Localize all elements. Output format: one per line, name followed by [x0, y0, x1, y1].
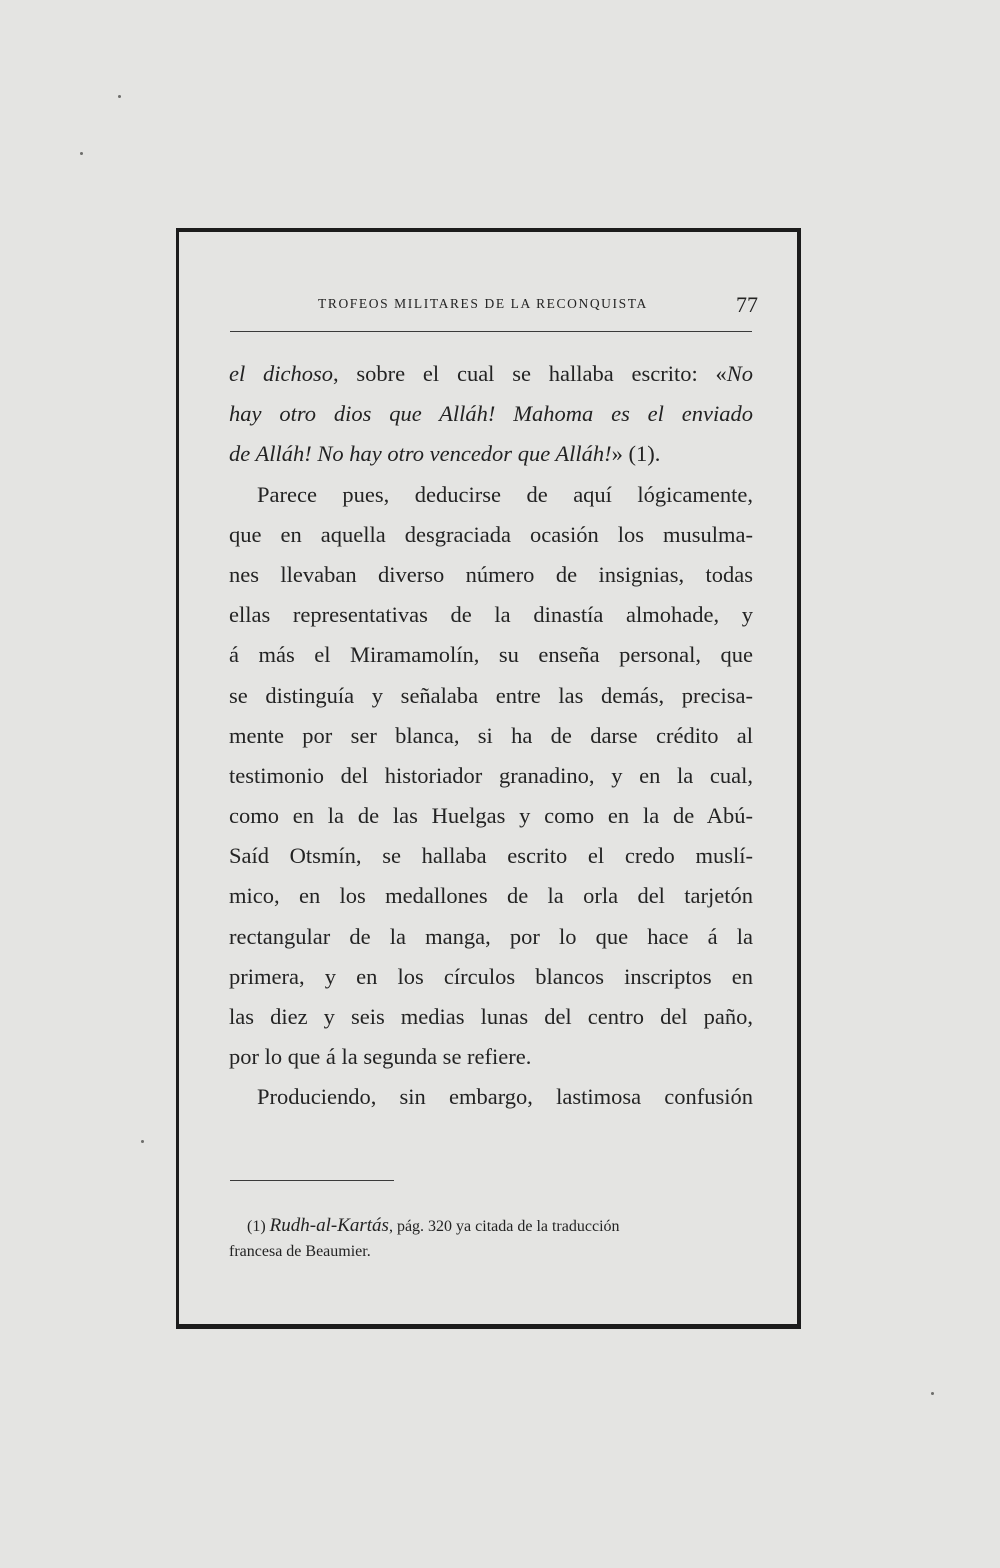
text-run: ellas representativas de la dinastía almohade, y — [229, 602, 753, 628]
text-run: » (1). — [611, 441, 661, 467]
text-line — [229, 394, 753, 434]
text-run: Saíd Otsmín, se hallaba escrito el credo muslí- — [229, 843, 753, 869]
text-run: nes llevaban diverso número de insignias, todas — [229, 561, 753, 587]
text-run: las diez y seis medias lunas del centro del paño, — [229, 1004, 753, 1029]
text-run: , pág. 320 ya citada de la traducción — [388, 1218, 620, 1235]
text-line — [229, 1213, 753, 1239]
footnote-rule — [230, 1180, 394, 1181]
text-run: , sobre el cual se hallaba escrito: « — [333, 361, 727, 386]
text-line — [229, 434, 753, 474]
text-line — [229, 756, 753, 796]
text-run: Produciendo, sin embargo, lastimosa confusión — [257, 1084, 753, 1110]
text-run: testimonio del historiador granadino, y en la cual, — [229, 762, 753, 788]
italic-text: el dichoso — [229, 361, 334, 386]
text-run: francesa de Beaumier. — [229, 1243, 371, 1260]
italic-text: Rudh-al-Kartás — [269, 1215, 389, 1236]
text-run: mente por ser blanca, si ha de darse crédito al — [229, 722, 753, 748]
text-run: (1) — [247, 1218, 270, 1235]
text-run: como en la de las Huelgas y como en la de Abú- — [229, 803, 753, 829]
text-run: Parece pues, deducirse de aquí lógicamente, — [257, 481, 753, 507]
text-line — [229, 555, 753, 595]
page-number: 77 — [736, 292, 758, 317]
text-line — [229, 676, 753, 716]
paper-speck — [141, 1140, 144, 1143]
text-line — [229, 595, 753, 635]
text-line — [229, 997, 753, 1037]
text-run: rectangular de la manga, por lo que hace á la — [229, 923, 753, 949]
text-line — [229, 876, 753, 916]
header-rule — [230, 331, 752, 332]
text-line — [229, 1239, 753, 1264]
text-run: por lo que á la segunda se refiere. — [229, 1044, 532, 1070]
text-line — [229, 917, 753, 957]
running-head — [230, 292, 758, 320]
footnote — [229, 1213, 753, 1264]
text-run: mico, en los medallones de la orla del tarjetón — [229, 883, 753, 909]
text-line — [229, 515, 753, 555]
paper-speck — [118, 95, 121, 98]
text-run: primera, y en los círculos blancos inscriptos en — [229, 963, 753, 989]
text-line — [229, 1077, 753, 1117]
paper-speck — [80, 152, 83, 155]
italic-text: hay otro dios que Alláh! Mahoma es el enviado — [229, 401, 753, 427]
text-line — [229, 836, 753, 876]
text-line — [229, 475, 753, 515]
text-run: que en aquella desgraciada ocasión los musulma- — [229, 521, 753, 547]
italic-text: de Alláh! No hay otro vencedor que Alláh! — [229, 441, 612, 467]
text-line — [229, 796, 753, 836]
text-line — [229, 957, 753, 997]
running-title: TROFEOS MILITARES DE LA RECONQUISTA — [318, 296, 648, 311]
italic-text: No — [726, 361, 753, 386]
paper-speck — [931, 1392, 934, 1395]
text-line — [229, 716, 753, 756]
body-text — [229, 354, 753, 1118]
text-line — [229, 354, 753, 394]
text-line — [229, 635, 753, 675]
text-line — [229, 1037, 753, 1077]
text-run: se distinguía y señalaba entre las demás, precisa- — [229, 682, 753, 708]
text-run: á más el Miramamolín, su enseña personal, que — [229, 642, 753, 668]
